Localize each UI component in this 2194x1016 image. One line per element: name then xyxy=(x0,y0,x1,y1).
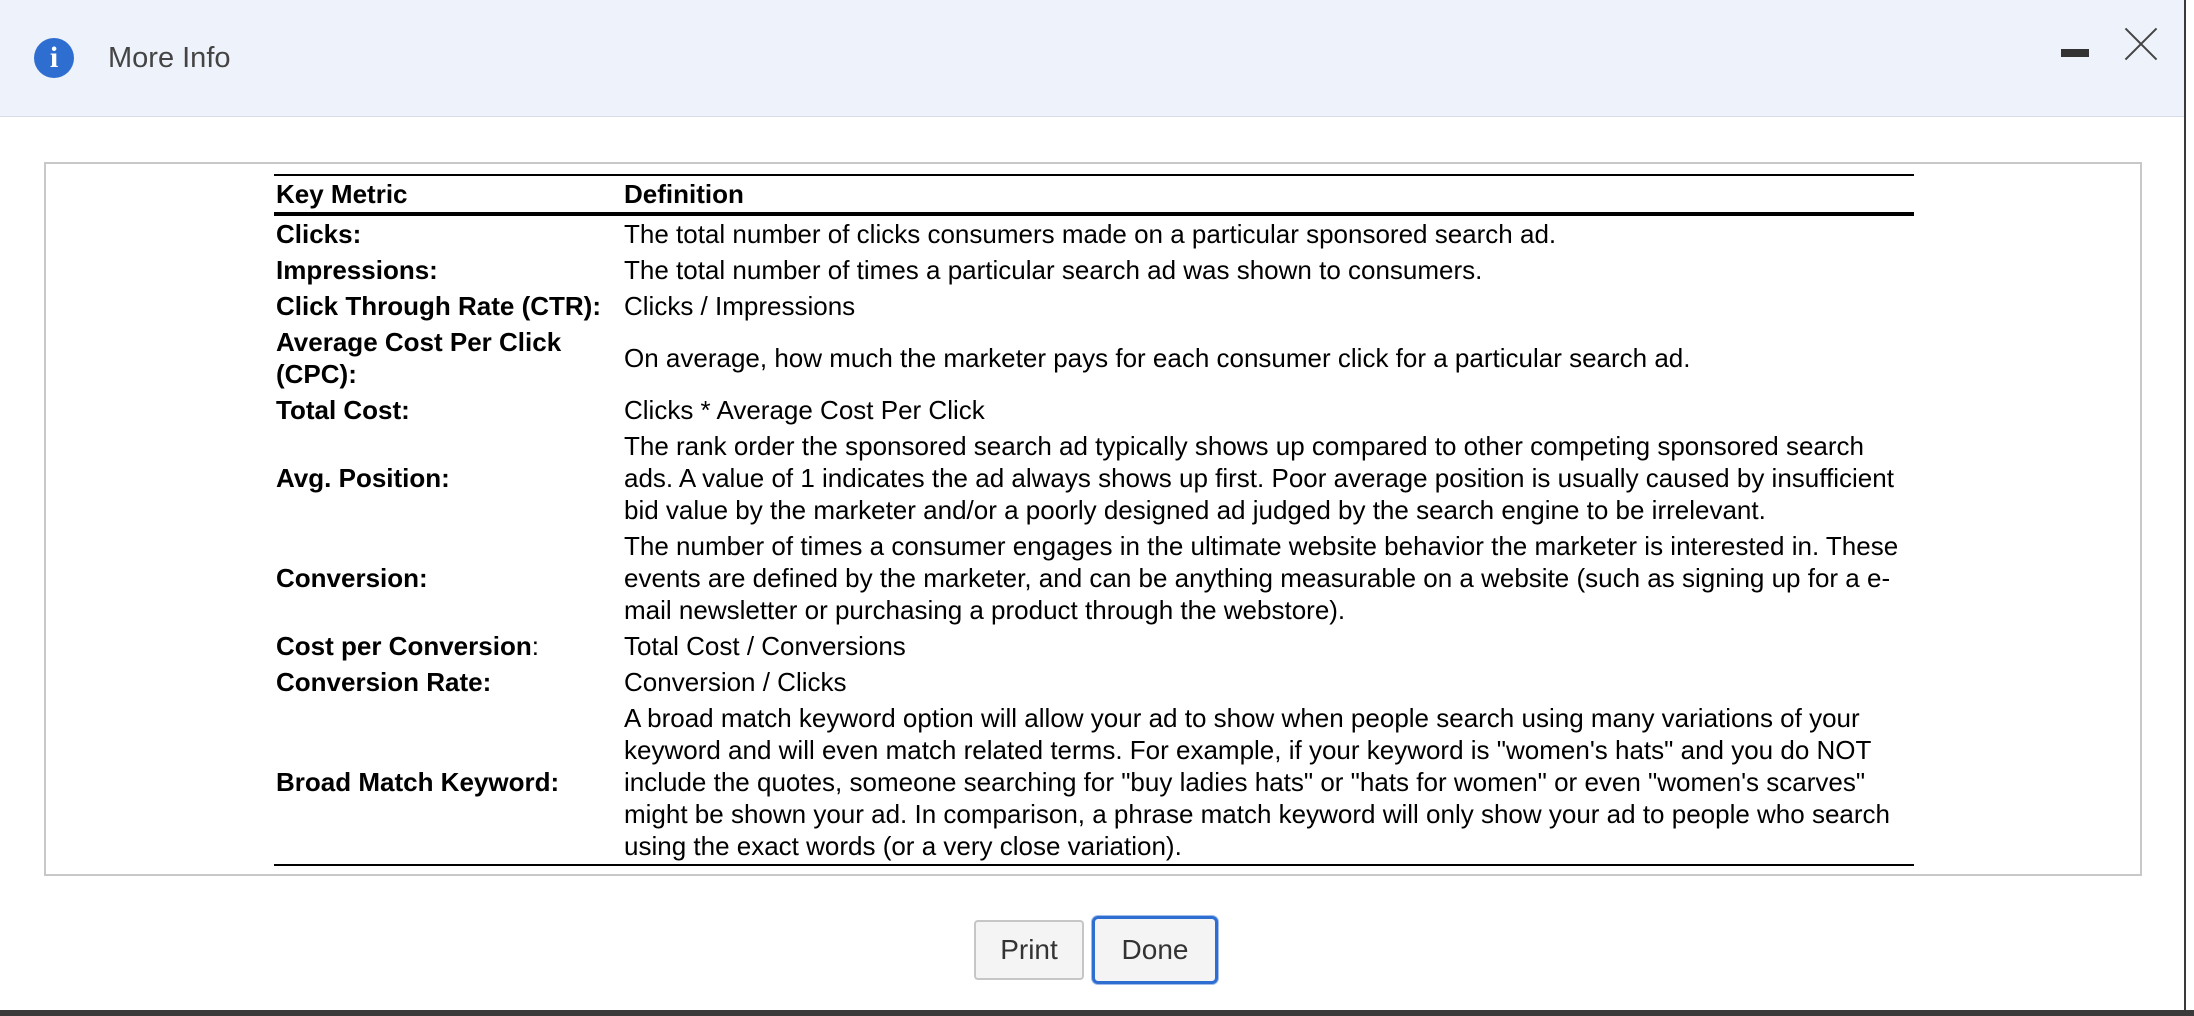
header-key-metric: Key Metric xyxy=(276,179,408,209)
window-edge-bottom xyxy=(0,1010,2194,1016)
metric-label: Broad Match Keyword: xyxy=(276,767,560,797)
info-icon: i xyxy=(34,38,74,78)
metric-definition: A broad match keyword option will allow your ad to show when people search using many variations of your keyword and will even match related terms. For example, if your keyword is "women's hats" and you do NOT include the quotes, someone searching for "buy ladies hats" or "hats for women" or even "women's scarves" might be shown your ad. In comparison, a phrase match keyword will only show your ad to people who search using the exact words (or a very close variation). xyxy=(624,703,1890,861)
metric-name xyxy=(274,392,622,428)
metric-name xyxy=(274,214,622,252)
table-row xyxy=(274,664,1914,700)
dialog-footer xyxy=(0,916,2184,988)
table-row xyxy=(274,628,1914,664)
metric-name xyxy=(274,428,622,528)
metric-label: Click Through Rate (CTR): xyxy=(276,291,601,321)
metric-label: Total Cost: xyxy=(276,395,410,425)
metric-label: Avg. Position: xyxy=(276,463,450,493)
metric-name xyxy=(274,324,622,392)
table-row xyxy=(274,288,1914,324)
metric-name xyxy=(274,628,622,664)
key-metrics-table xyxy=(274,174,1914,866)
metric-suffix: : xyxy=(531,631,539,661)
minimize-button[interactable] xyxy=(2058,40,2092,66)
metric-definition: Clicks / Impressions xyxy=(624,291,856,321)
metric-definition: The rank order the sponsored search ad typically shows up compared to other competing sponsored search ads. A value of 1 indicates the ad always shows up first. Poor average position is usually caused by insufficient bid value by the marketer and/or a poorly designed ad judged by the search engine to be irrelevant. xyxy=(624,431,1894,525)
metric-definition: Total Cost / Conversions xyxy=(624,631,906,661)
table-row xyxy=(274,392,1914,428)
metric-label: Cost per Conversion xyxy=(276,631,532,661)
metric-definition: The total number of clicks consumers made on a particular sponsored search ad. xyxy=(624,219,1557,249)
metric-name xyxy=(274,528,622,628)
dialog-header xyxy=(0,0,2184,117)
metric-definition: On average, how much the marketer pays for each consumer click for a particular search ad. xyxy=(624,343,1691,373)
metric-label: Average Cost Per Click (CPC): xyxy=(276,327,562,389)
header-definition: Definition xyxy=(624,179,744,209)
metric-label: Conversion Rate: xyxy=(276,667,492,697)
metric-definition: The number of times a consumer engages in the ultimate website behavior the marketer is interested in. These events are defined by the marketer, and can be anything measurable on a website (such as signing up for a e-mail newsletter or purchasing a product through the webstore). xyxy=(624,531,1899,625)
metric-definition: Clicks * Average Cost Per Click xyxy=(624,395,985,425)
table-row xyxy=(274,700,1914,865)
metric-definition: The total number of times a particular search ad was shown to consumers. xyxy=(624,255,1483,285)
close-button[interactable] xyxy=(2120,22,2164,66)
metric-name xyxy=(274,288,622,324)
print-button[interactable]: Print xyxy=(974,920,1084,980)
table-header-row xyxy=(274,175,1914,214)
table-row xyxy=(274,252,1914,288)
table-body xyxy=(274,214,1914,865)
metric-label: Clicks: xyxy=(276,219,362,249)
dialog-title: More Info xyxy=(108,42,231,74)
metric-name xyxy=(274,252,622,288)
table-row xyxy=(274,324,1914,392)
metric-name xyxy=(274,664,622,700)
table-row xyxy=(274,214,1914,252)
metric-definition: Conversion / Clicks xyxy=(624,667,847,697)
window-edge-right xyxy=(2184,0,2194,1016)
done-button[interactable]: Done xyxy=(1092,916,1218,984)
metric-name xyxy=(274,700,622,865)
minimize-icon xyxy=(2061,49,2089,57)
metric-label: Impressions: xyxy=(276,255,438,285)
metric-label: Conversion: xyxy=(276,563,428,593)
dialog-content[interactable] xyxy=(44,162,2142,876)
table-row xyxy=(274,528,1914,628)
table-row xyxy=(274,428,1914,528)
